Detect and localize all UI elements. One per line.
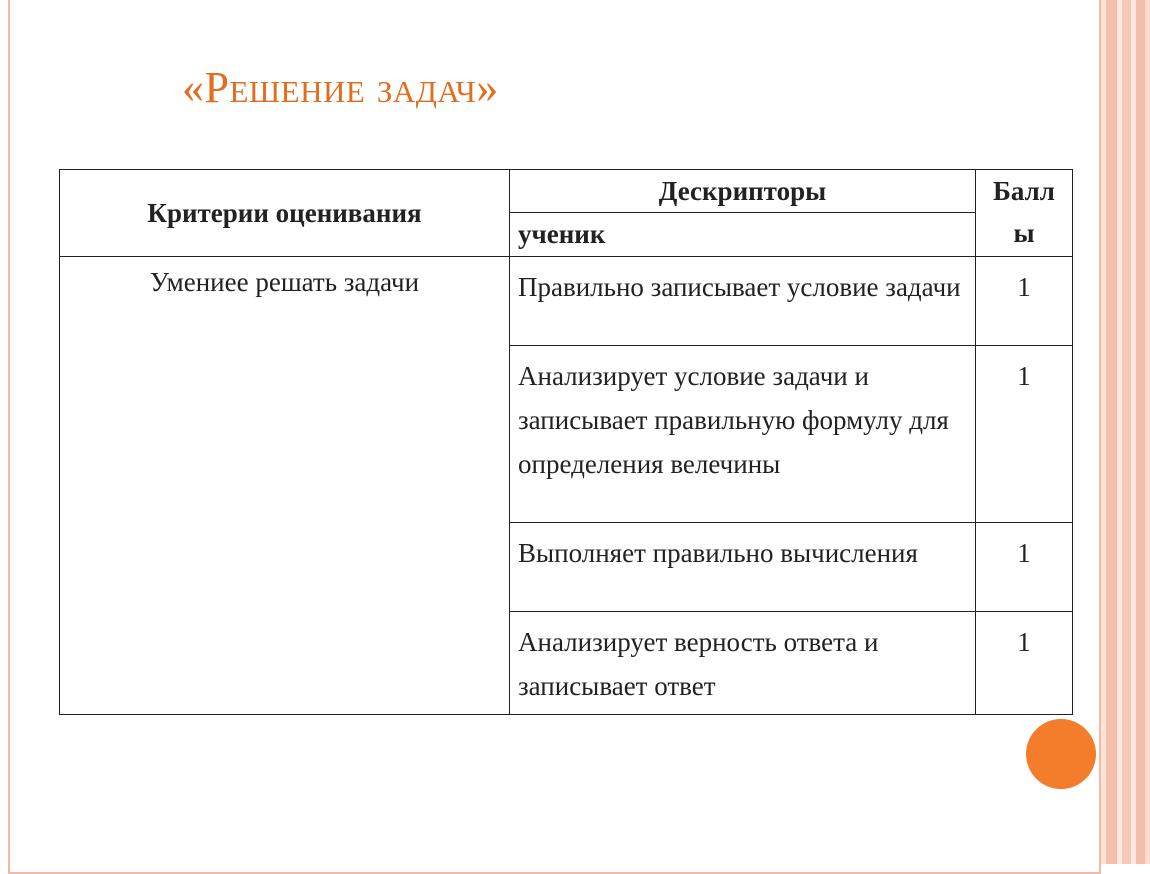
decorative-circle — [1026, 719, 1096, 789]
descriptor-cell: Выполняет правильно вычисления — [510, 523, 976, 612]
points-cell: 1 — [976, 612, 1073, 715]
header-points-line1: Балл — [993, 176, 1055, 206]
header-criteria: Критерии оценивания — [60, 170, 510, 257]
criterion-cell: Умениее решать задачи — [60, 257, 510, 715]
descriptor-cell: Анализирует условие задачи и записывает правильную формулу для определения велечины — [510, 346, 976, 523]
decor-stripe — [1122, 0, 1131, 864]
points-cell: 1 — [976, 523, 1073, 612]
header-points — [976, 170, 1073, 257]
decor-stripe — [1106, 0, 1117, 864]
points-cell: 1 — [976, 257, 1073, 346]
assessment-table — [59, 169, 1073, 715]
header-descriptors: Дескрипторы — [510, 170, 976, 213]
decor-stripe — [1145, 0, 1150, 864]
header-student: ученик — [510, 213, 976, 257]
descriptor-cell: Правильно записывает условие задачи — [510, 257, 976, 346]
descriptor-cell: Анализирует верность ответа и записывает ответ — [510, 612, 976, 715]
decor-stripe — [1136, 0, 1145, 864]
slide-title: «Решение задач» — [182, 63, 499, 112]
header-points-line2: ы — [1013, 218, 1035, 248]
points-cell: 1 — [976, 346, 1073, 523]
